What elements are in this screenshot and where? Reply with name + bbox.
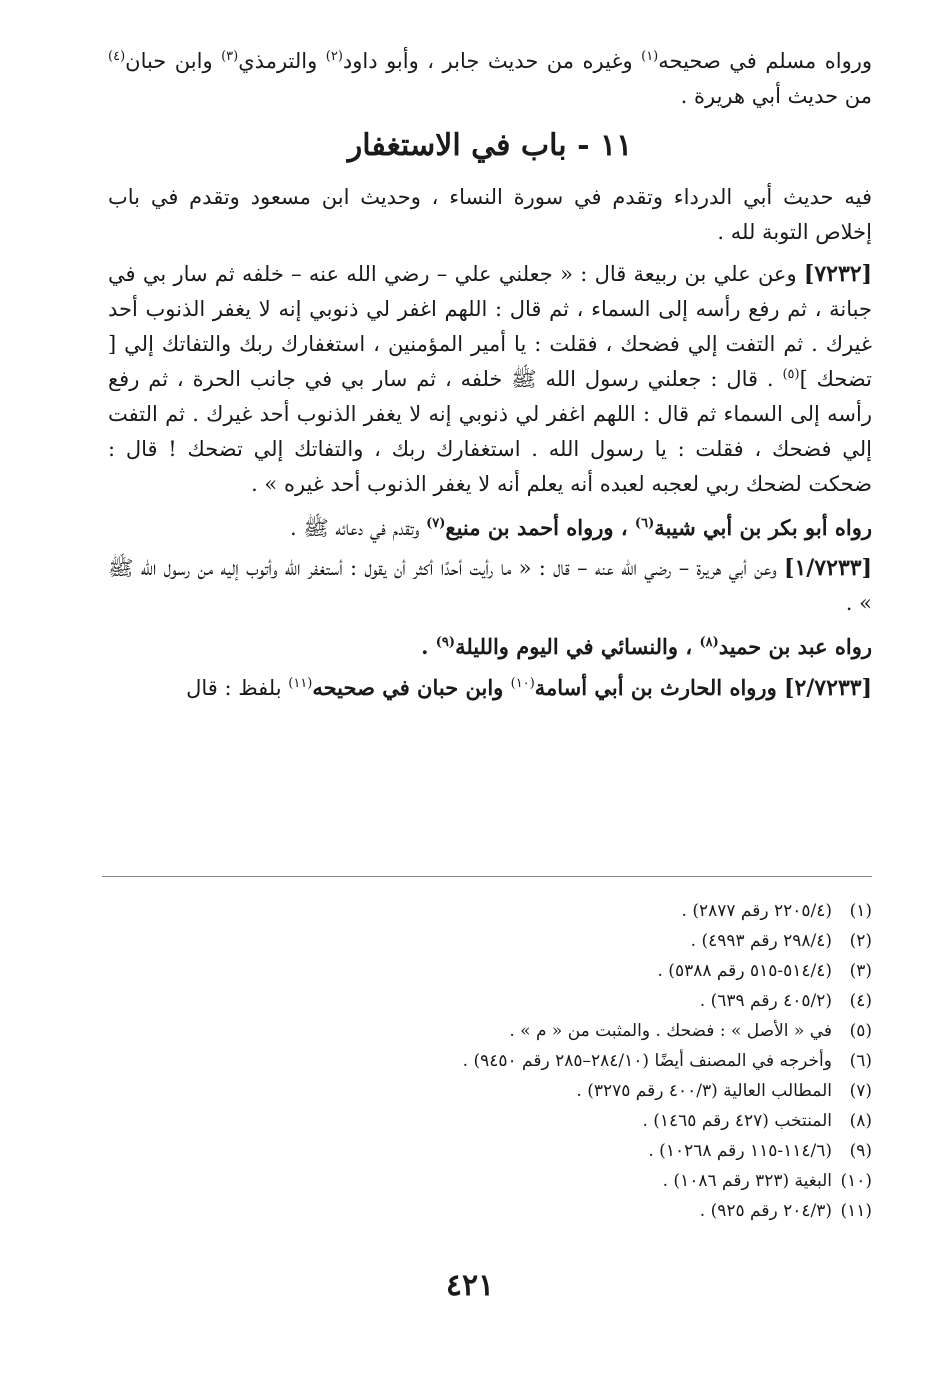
footnote-text: (٢٢٠٥/٤ رقم ٢٨٧٧) . [681,901,832,921]
hadith-text: . قال : جعلني رسول الله ﷺ خلفه ، ثم سار بي في جانب الحرة ، ثم رفع رأسه إلى السماء ثم قال : اللهم اغفر لي ذنوبي إنه لا يغفر الذنوب أحد غيرك . ثم التفت إلي فضحك ، فقلت : يا رسول الله . استغفارك ربك ، والتفاتك إلي تضحك ! قال : ضحكت لضحك ربي لعجبه لعبده أنه يعلم أنه لا يغفر الذنوب أحد غيره » . [108,367,872,496]
footnote-text: (١١٤/٦-١١٥ رقم ١٠٢٦٨) . [648,1141,832,1161]
footnote-ref[interactable]: (٩) [435,635,456,650]
footnote-ref[interactable]: (٥) [782,367,800,382]
footnote-number: (١٠) [840,1171,872,1191]
footnote-number: (٨) [849,1111,872,1131]
footnote-text: البغية (٣٢٣ رقم ١٠٨٦) . [662,1171,832,1191]
narration-line [108,628,872,666]
footnote-number: (٩) [849,1141,872,1161]
footnote-text: (٢٩٨/٤ رقم ٤٩٩٣) . [690,931,832,951]
footnote-text: المطالب العالية (٤٠٠/٣ رقم ٣٢٧٥) . [576,1081,832,1101]
narration-text: ، ورواه أحمد بن منيع [445,515,635,540]
hadith-number: [٧٢٣٢] [803,261,872,287]
footnote-ref[interactable]: (٨) [699,635,719,650]
footnote-ref[interactable]: (٦) [634,516,655,531]
footnote-text: وأخرجه في المصنف أيضًا (٢٨٤/١٠–٢٨٥ رقم ٩٤٥٠) . [462,1051,832,1071]
footnote-item [108,1136,872,1166]
footnote-text: (٤٠٥/٢ رقم ٦٣٩) . [699,991,832,1011]
main-text [108,44,872,713]
footnote-item [108,1166,872,1196]
intro-text: وابن حبان [125,49,222,73]
footnote-ref[interactable]: (٤) [108,49,126,64]
footnote-number: (٢) [849,931,872,951]
narration-text: ، والنسائي في اليوم والليلة [455,634,700,659]
footnote-number: (١) [849,901,872,921]
narration-line [108,509,872,547]
hadith-text: ورواه الحارث بن أبي أسامة [534,675,785,700]
chapter-heading: ١١ - باب في الاستغفار [347,128,633,163]
footnote-ref[interactable]: (٧) [426,516,446,531]
intro-text: وغيره من حديث جابر ، وأبو داود [342,49,642,73]
footnote-number: (٦) [849,1051,872,1071]
hadith-number: [٢/٧٢٣٣] [784,675,872,701]
footnote-ref[interactable]: (١) [641,49,659,64]
footnote-text: المنتخب (٤٢٧ رقم ١٤٦٥) . [642,1111,832,1131]
footnote-number: (١١) [840,1201,872,1221]
footnote-item [108,1016,872,1046]
footnote-item [108,986,872,1016]
footnote-ref[interactable]: (٢) [325,49,343,64]
hadith-text: وعن علي بن ربيعة قال : « جعلني علي – رضي الله عنه – خلفه ثم سار بي في جبانة ، ثم رفع رأسه إلى السماء ، ثم قال : اللهم اغفر لي ذنوبي إنه لا يغفر الذنوب أحد غيرك . ثم التفت إلي فضحك ، فقلت : يا أمير المؤمنين ، استغفارك ربك والتفاتك إلي [ تضحك ] [108,262,872,391]
intro-text: من حديث أبي هريرة . [680,84,872,108]
footnote-item [108,956,872,986]
chapter-intro: فيه حديث أبي الدرداء وتقدم في سورة النساء ، وحديث ابن مسعود وتقدم في باب إخلاص التوبة لله . [108,185,872,244]
narration-text: رواه أبو بكر بن أبي شيبة [654,515,872,540]
narration-text: . [421,634,436,659]
footnote-text: (٢٠٤/٣ رقم ٩٢٥) . [699,1201,832,1221]
footnote-item [108,1196,872,1226]
footnote-ref[interactable]: (٣) [221,49,239,64]
footnote-text: في « الأصل » : فضحك . والمثبت من « م » . [509,1021,832,1041]
hadith-7233-2 [108,670,872,706]
footnote-divider [102,876,872,877]
hadith-text: وابن حبان في صحيحه [312,675,511,700]
footnote-number: (٧) [849,1081,872,1101]
hadith-7233-1 [108,551,872,621]
hadith-7232 [108,257,872,502]
footnotes-list [108,896,872,1226]
footnote-item [108,1046,872,1076]
hadith-text: بلفظ : قال [186,676,289,700]
intro-text: ورواه مسلم في صحيحه [658,49,873,73]
footnote-item [108,1076,872,1106]
footnote-number: (٤) [849,991,872,1011]
page-number: ٤٢١ [445,1268,495,1303]
footnote-item [108,1106,872,1136]
narration-text: رواه عبد بن حميد [718,634,872,659]
footnote-item [108,926,872,956]
hadith-text: وعن أبي هريرة – رضي الله عنه – قال : « ما رأيت أحدًا أكثر أن يقول : أستغفر الله وأتوب إليه من رسول الله ﷺ » . [108,556,872,615]
footnote-item [108,896,872,926]
footnote-number: (٣) [849,961,872,981]
hadith-number: [١/٧٢٣٣] [784,555,872,581]
intro-text: والترمذي [238,49,326,73]
footnote-text: (٥١٤/٤-٥١٥ رقم ٥٣٨٨) . [657,961,832,981]
intro-paragraph [108,44,872,114]
narration-text: وتقدم في دعائه ﷺ . [290,516,427,540]
footnote-number: (٥) [849,1021,872,1041]
footnote-ref[interactable]: (١١) [288,676,313,691]
footnote-ref[interactable]: (١٠) [510,676,535,691]
